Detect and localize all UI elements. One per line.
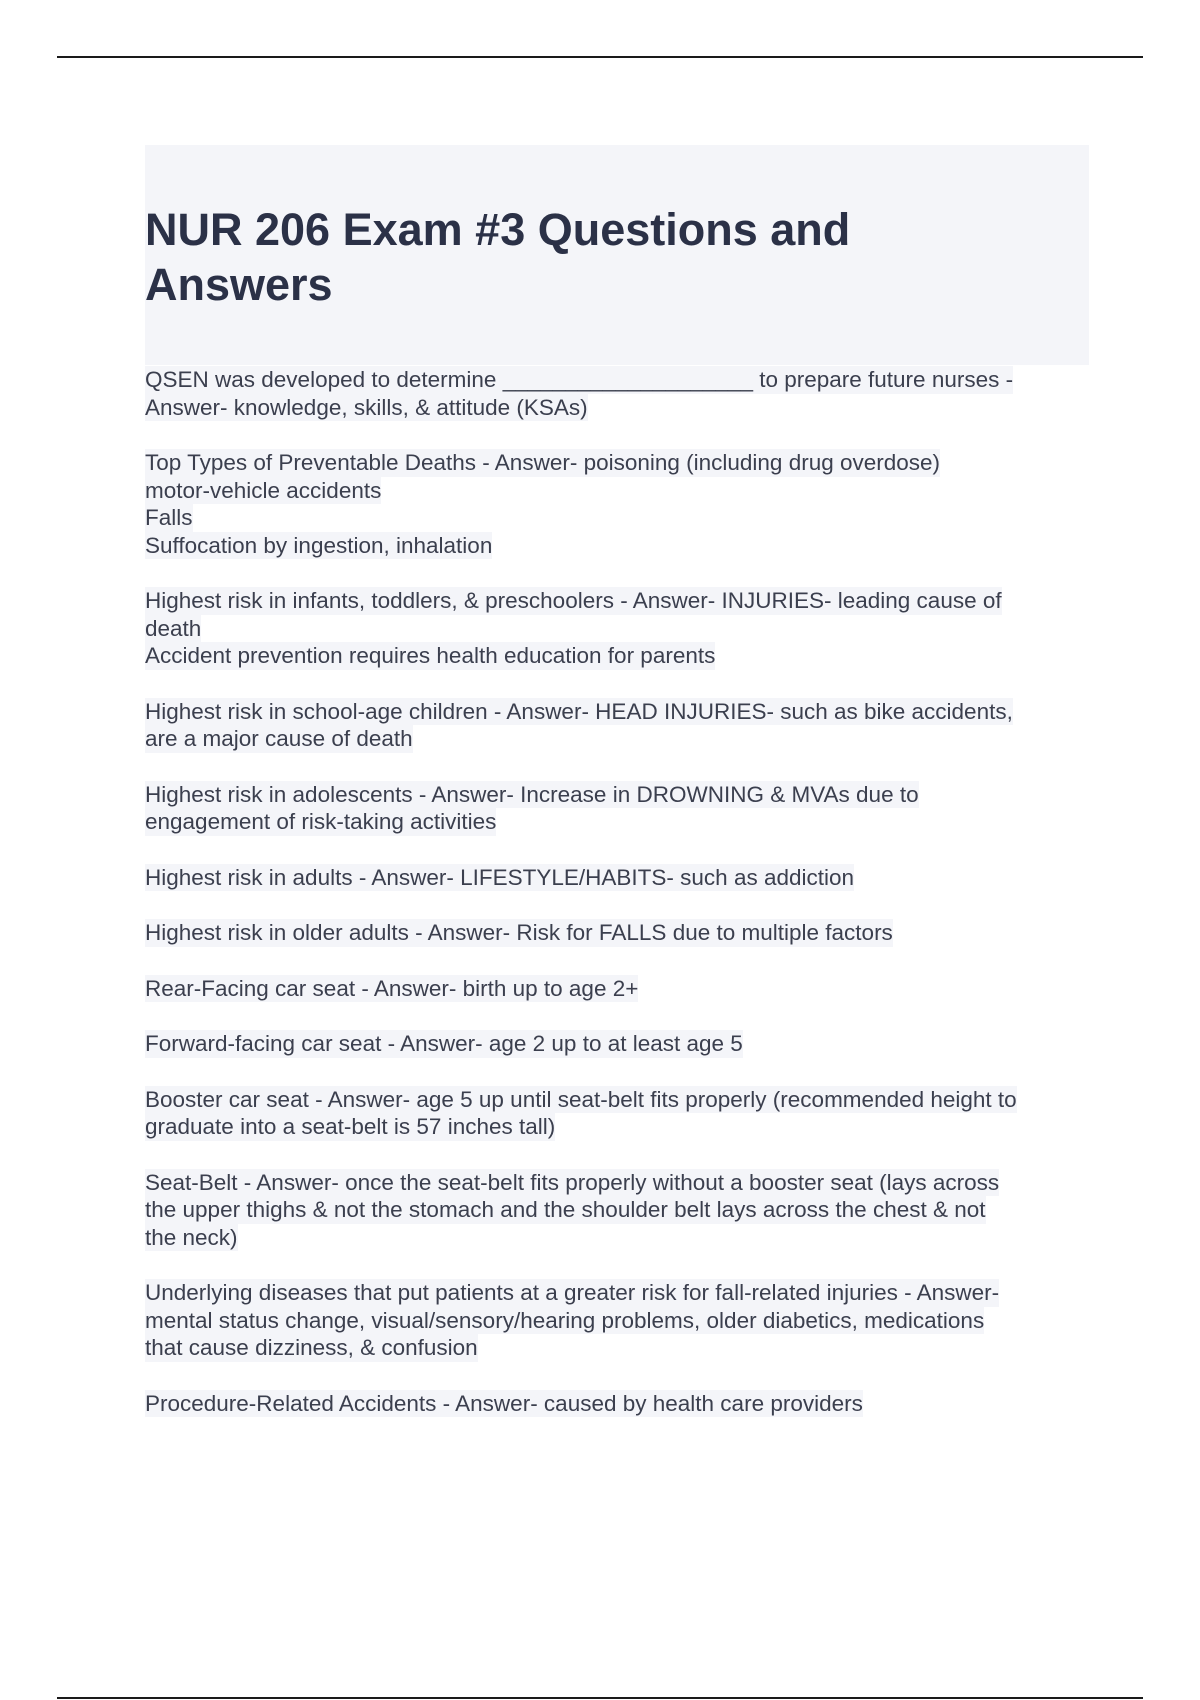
qa-line: Highest risk in adults - Answer- LIFESTYLE/HABITS- such as addiction	[145, 864, 855, 890]
page-top-rule	[57, 56, 1143, 58]
qa-line: Booster car seat - Answer- age 5 up until seat-belt fits properly (recommended height to	[145, 1086, 1017, 1112]
qa-list	[145, 366, 1089, 1445]
qa-line: Falls	[145, 505, 193, 530]
document-title: NUR 206 Exam #3 Questions and Answers	[145, 204, 851, 310]
qa-line: motor-vehicle accidents	[145, 477, 382, 503]
qa-line: death	[145, 615, 202, 641]
qa-line: Highest risk in infants, toddlers, & preschoolers - Answer- INJURIES- leading cause of	[145, 588, 1002, 613]
qa-line: are a major cause of death	[145, 726, 413, 751]
qa-line: Highest risk in adolescents - Answer- Increase in DROWNING & MVAs due to	[145, 781, 919, 807]
qa-line: Underlying diseases that put patients at a greater risk for fall-related injuries - Answer-	[145, 1280, 1000, 1305]
qa-line: engagement of risk-taking activities	[145, 809, 497, 834]
qa-line: Highest risk in older adults - Answer- Risk for FALLS due to multiple factors	[145, 920, 893, 945]
qa-item	[145, 919, 1089, 947]
qa-item	[145, 587, 1089, 670]
qa-item	[145, 1086, 1089, 1141]
qa-line: Highest risk in school-age children - Answer- HEAD INJURIES- such as bike accidents,	[145, 698, 1013, 724]
qa-line: the upper thighs & not the stomach and the shoulder belt lays across the chest & not	[145, 1197, 986, 1222]
title-block	[145, 145, 1089, 365]
qa-line: Seat-Belt - Answer- once the seat-belt fits properly without a booster seat (lays across	[145, 1169, 1000, 1195]
qa-item	[145, 781, 1089, 836]
qa-item	[145, 1030, 1089, 1058]
qa-item	[145, 1390, 1089, 1418]
page-bottom-rule	[57, 1697, 1143, 1699]
qa-line: mental status change, visual/sensory/hearing problems, older diabetics, medications	[145, 1307, 985, 1333]
qa-line: that cause dizziness, & confusion	[145, 1335, 478, 1360]
qa-item	[145, 1169, 1089, 1252]
qa-line: Accident prevention requires health education for parents	[145, 643, 716, 668]
qa-line: Top Types of Preventable Deaths - Answer- poisoning (including drug overdose)	[145, 450, 941, 475]
qa-line: Suffocation by ingestion, inhalation	[145, 532, 493, 558]
qa-line: Answer- knowledge, skills, & attitude (KSAs)	[145, 394, 588, 420]
qa-item	[145, 864, 1089, 892]
qa-line: graduate into a seat-belt is 57 inches tall)	[145, 1114, 556, 1139]
qa-line: Rear-Facing car seat - Answer- birth up to age 2+	[145, 975, 639, 1001]
qa-line: the neck)	[145, 1224, 238, 1250]
qa-line: Procedure-Related Accidents - Answer- caused by health care providers	[145, 1390, 863, 1416]
qa-line: Forward-facing car seat - Answer- age 2 up to at least age 5	[145, 1031, 743, 1056]
qa-item	[145, 975, 1089, 1003]
qa-item	[145, 366, 1089, 421]
qa-line: QSEN was developed to determine ____________________ to prepare future nurses -	[145, 367, 1014, 392]
qa-item	[145, 698, 1089, 753]
qa-item	[145, 449, 1089, 559]
qa-item	[145, 1279, 1089, 1362]
